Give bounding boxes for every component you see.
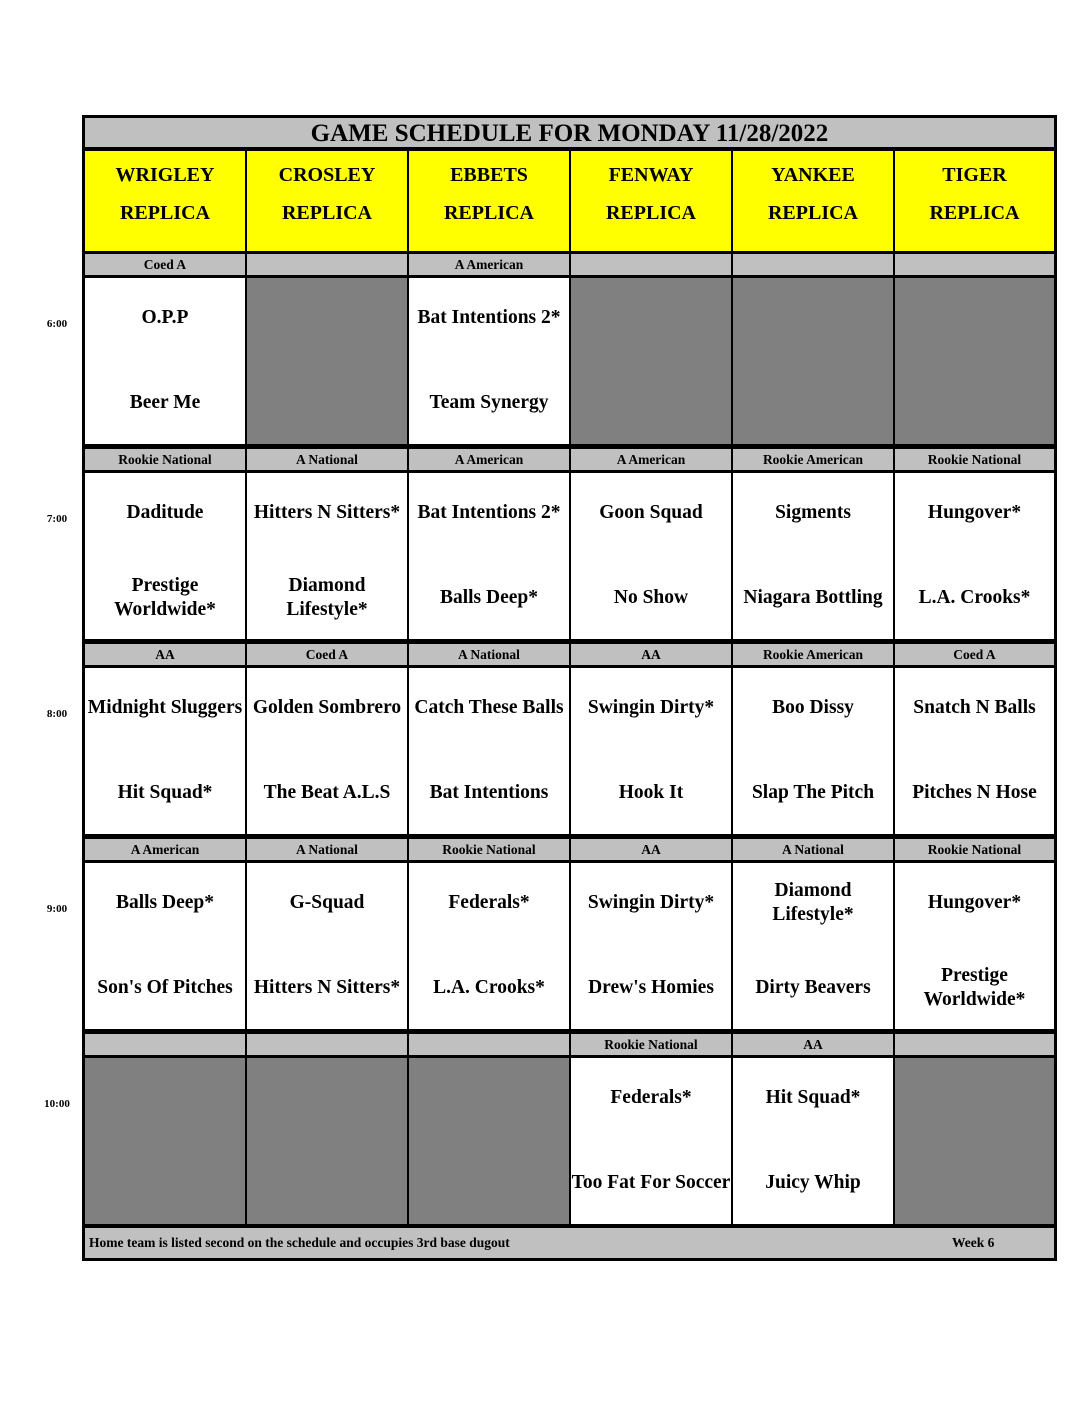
home-team: Dirty Beavers <box>755 977 871 998</box>
division-label: Rookie National <box>571 1034 731 1055</box>
division-label <box>409 1034 569 1055</box>
venue-name: TIGER <box>942 164 1007 186</box>
division-label: Coed A <box>247 644 407 665</box>
game-cell <box>247 668 407 834</box>
home-team: Drew's Homies <box>588 977 714 998</box>
away-team: Hungover* <box>927 892 1022 913</box>
week-label: Week 6 <box>952 1235 995 1250</box>
game-cell <box>247 473 407 639</box>
away-team: Bat Intentions 2* <box>417 307 561 328</box>
home-team: Juicy Whip <box>765 1172 861 1193</box>
schedule-table <box>82 115 1057 1261</box>
division-label: Rookie American <box>733 644 893 665</box>
venue-header-2 <box>409 151 569 251</box>
venue-subtitle: REPLICA <box>281 202 372 224</box>
game-cell <box>571 668 731 834</box>
empty-slot <box>85 1058 245 1224</box>
game-cell <box>409 278 569 444</box>
game-cell <box>895 668 1054 834</box>
division-label: A American <box>571 449 731 470</box>
time-label: 8:00 <box>46 708 68 720</box>
division-label: A American <box>409 449 569 470</box>
time-label: 10:00 <box>44 1098 70 1110</box>
division-label: Coed A <box>895 644 1054 665</box>
game-cell <box>733 863 893 1029</box>
away-team: Boo Dissy <box>772 697 854 718</box>
home-team: Son's Of Pitches <box>97 977 233 998</box>
venue-header-4 <box>733 151 893 251</box>
away-team: Hitters N Sitters* <box>253 502 401 523</box>
away-team: Snatch N Balls <box>913 697 1036 718</box>
division-label: Coed A <box>85 254 245 275</box>
game-cell <box>409 863 569 1029</box>
empty-slot <box>247 1058 407 1224</box>
venue-header-3 <box>571 151 731 251</box>
away-team: Swingin Dirty* <box>587 697 715 718</box>
game-cell <box>409 668 569 834</box>
schedule-footer <box>85 1228 1054 1258</box>
division-label: A National <box>247 449 407 470</box>
away-team: G-Squad <box>289 892 365 913</box>
home-team: L.A. Crooks* <box>433 977 545 998</box>
game-cell <box>895 863 1054 1029</box>
home-team: Team Synergy <box>429 392 549 413</box>
game-cell <box>571 863 731 1029</box>
division-label <box>733 254 893 275</box>
division-label: Rookie National <box>895 839 1054 860</box>
venue-name: FENWAY <box>608 164 694 186</box>
division-label: AA <box>85 644 245 665</box>
division-label <box>571 254 731 275</box>
away-team: Bat Intentions 2* <box>417 502 561 523</box>
division-label: AA <box>733 1034 893 1055</box>
away-team: Catch These Balls <box>414 697 564 718</box>
home-team: Pitches N Hose <box>912 782 1037 803</box>
empty-slot <box>409 1058 569 1224</box>
away-team: O.P.P <box>141 307 189 328</box>
home-team: Too Fat For Soccer <box>571 1172 731 1193</box>
away-team: Balls Deep* <box>115 892 215 913</box>
schedule-title: GAME SCHEDULE FOR MONDAY 11/28/2022 <box>85 118 1054 150</box>
away-team: Federals* <box>448 892 530 913</box>
time-label: 9:00 <box>46 903 68 915</box>
venue-subtitle: REPLICA <box>767 202 858 224</box>
away-team: Hungover* <box>927 502 1022 523</box>
game-cell <box>895 473 1054 639</box>
home-team: Hitters N Sitters* <box>253 977 401 998</box>
game-cell <box>733 1058 893 1224</box>
game-cell <box>571 1058 731 1224</box>
game-cell <box>409 473 569 639</box>
venue-subtitle: REPLICA <box>929 202 1020 224</box>
division-label <box>247 1034 407 1055</box>
venue-subtitle: REPLICA <box>119 202 210 224</box>
venue-header-0 <box>85 151 245 251</box>
home-team: Slap The Pitch <box>751 782 875 803</box>
empty-slot <box>733 278 893 444</box>
venue-subtitle: REPLICA <box>605 202 696 224</box>
game-cell <box>733 473 893 639</box>
away-team: Sigments <box>775 502 851 523</box>
division-label: AA <box>571 644 731 665</box>
empty-slot <box>895 1058 1054 1224</box>
home-team: Hit Squad* <box>117 782 213 803</box>
home-team: The Beat A.L.S <box>263 782 391 803</box>
empty-slot <box>247 278 407 444</box>
game-cell <box>85 278 245 444</box>
home-team: No Show <box>613 587 689 608</box>
home-team: Beer Me <box>129 392 201 413</box>
game-cell <box>733 668 893 834</box>
game-cell <box>85 668 245 834</box>
home-team: Niagara Bottling <box>743 587 883 608</box>
time-label: 7:00 <box>46 513 68 525</box>
game-cell <box>571 473 731 639</box>
away-team: Swingin Dirty* <box>587 892 715 913</box>
division-label <box>85 1034 245 1055</box>
empty-slot <box>895 278 1054 444</box>
venue-name: WRIGLEY <box>115 164 215 186</box>
division-label: A National <box>409 644 569 665</box>
home-team: L.A. Crooks* <box>918 587 1031 608</box>
away-team: Hit Squad* <box>765 1087 861 1108</box>
division-label: Rookie American <box>733 449 893 470</box>
away-team: Diamond Lifestyle* <box>772 880 854 925</box>
venue-header-5 <box>895 151 1054 251</box>
venue-name: CROSLEY <box>278 164 376 186</box>
division-label: A American <box>85 839 245 860</box>
division-label <box>247 254 407 275</box>
empty-slot <box>571 278 731 444</box>
home-team: Prestige Worldwide* <box>114 575 216 620</box>
home-team: Prestige Worldwide* <box>923 965 1026 1010</box>
away-team: Federals* <box>610 1087 692 1108</box>
time-label: 6:00 <box>46 318 68 330</box>
home-team: Hook It <box>618 782 684 803</box>
home-team-note: Home team is listed second on the schedule and occupies 3rd base dugout <box>89 1235 510 1250</box>
home-team: Diamond Lifestyle* <box>286 575 368 620</box>
home-team: Bat Intentions <box>429 782 549 803</box>
division-label: Rookie National <box>409 839 569 860</box>
venue-header-1 <box>247 151 407 251</box>
away-team: Daditude <box>126 502 204 523</box>
game-cell <box>247 863 407 1029</box>
away-team: Golden Sombrero <box>252 697 402 718</box>
division-label: A National <box>247 839 407 860</box>
division-label: Rookie National <box>895 449 1054 470</box>
division-label: A National <box>733 839 893 860</box>
division-label: A American <box>409 254 569 275</box>
away-team: Midnight Sluggers <box>87 697 243 718</box>
home-team: Balls Deep* <box>439 587 539 608</box>
division-label: AA <box>571 839 731 860</box>
division-label <box>895 1034 1054 1055</box>
game-cell <box>85 473 245 639</box>
venue-name: YANKEE <box>771 164 855 186</box>
away-team: Goon Squad <box>599 502 703 523</box>
division-label <box>895 254 1054 275</box>
venue-subtitle: REPLICA <box>443 202 534 224</box>
venue-name: EBBETS <box>450 164 528 186</box>
division-label: Rookie National <box>85 449 245 470</box>
game-cell <box>85 863 245 1029</box>
